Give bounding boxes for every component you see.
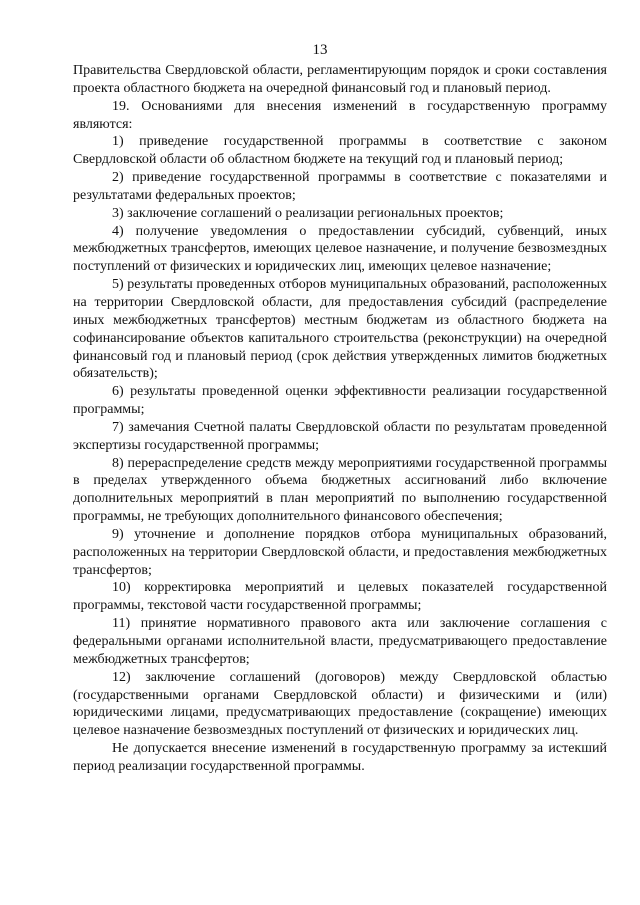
paragraph: 12) заключение соглашений (договоров) между Свердловской областью (государственными органами Свердловской области) и физическими и (или) юридическими лицами, предусматривающих предоставление (сокращение) имеющих целевое назначение безвозмездных поступлений от физических и юридических лиц. <box>73 669 607 739</box>
paragraph: 3) заключение соглашений о реализации региональных проектов; <box>112 205 504 221</box>
paragraph: 6) результаты проведенной оценки эффективности реализации государственной программы; <box>73 384 607 418</box>
paragraph: Не допускается внесение изменений в государственную программу за истекший период реализации государственной программы. <box>73 741 607 774</box>
paragraph: 8) перераспределение средств между мероприятиями государственной программы в пределах утвержденного объема бюджетных ассигнований либо включение дополнительных мероприятий в план мероприятий по выполнению государственной программы, не требующих дополнительного финансового обеспечения; <box>73 455 607 525</box>
paragraph: 7) замечания Счетной палаты Свердловской области по результатам проведенной экспертизы государственной программы; <box>73 419 607 453</box>
paragraph: 9) уточнение и дополнение порядков отбора муниципальных образований, расположенных на территории Свердловской области, и предоставления межбюджетных трансфертов; <box>73 526 607 578</box>
paragraph: 4) получение уведомления о предоставлении субсидий, субвенций, иных межбюджетных трансфертов, имеющих целевое назначение, и получение безвозмездных поступлений от физических и юридических лиц, имеющих целевое назначение; <box>73 223 607 275</box>
document-body <box>73 62 607 776</box>
continuation-paragraph: Правительства Свердловской области, регламентирующим порядок и сроки составления проекта областного бюджета на очередной финансовый год и плановый период. <box>73 63 607 96</box>
paragraph: 19. Основаниями для внесения изменений в государственную программу являются: <box>73 98 607 132</box>
paragraph: 11) принятие нормативного правового акта или заключение соглашения с федеральными органами исполнительной власти, предусматривающего предоставление межбюджетных трансфертов; <box>73 616 607 667</box>
paragraph: 10) корректировка мероприятий и целевых показателей государственной программы, текстовой части государственной программы; <box>73 580 607 614</box>
paragraph: 1) приведение государственной программы в соответствие с законом Свердловской области об областном бюджете на текущий год и плановый период; <box>73 134 607 168</box>
paragraph: 2) приведение государственной программы в соответствие с показателями и результатами федеральных проектов; <box>73 170 607 203</box>
page-number: 13 <box>312 42 328 58</box>
paragraph: 5) результаты проведенных отборов муниципальных образований, расположенных на территории Свердловской области, для предоставления субсидий (распределение иных межбюджетных трансфертов) местным бюджетам из областного бюджета на софинансирование объектов капитального строительства (реконструкции) на очередной финансовый год и плановый период (срок действия утвержденных лимитов бюджетных обязательств); <box>73 277 607 382</box>
